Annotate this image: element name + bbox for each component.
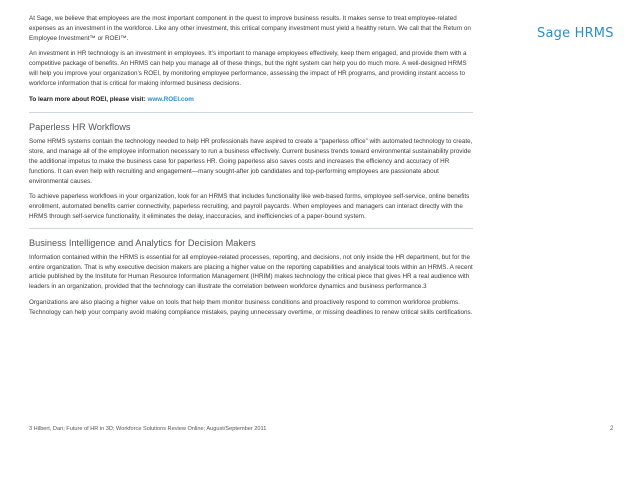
section-heading-business-intelligence: Business Intelligence and Analytics for Decision Makers <box>29 237 256 248</box>
intro-paragraph-1: At Sage, we believe that employees are the most important component in the quest to improve business results. It makes sense to treat employee-related expenses as an investment in the workforce. Like any other investment, this critical company investment must yield a healthy return. We call that the Return on Employee Investment™ or ROEI™. <box>29 15 471 42</box>
learn-more-line <box>29 95 473 105</box>
page-number: 2 <box>610 426 614 432</box>
brand-logo: Sage HRMS <box>537 26 614 41</box>
section-divider <box>29 228 473 229</box>
main-content <box>29 14 473 324</box>
roei-link[interactable]: www.ROEI.com <box>147 95 194 103</box>
paperless-paragraph-2: To achieve paperless workflows in your organization, look for an HRMS that includes functionality like web-based forms, employee self-service, online benefits enrollment, automated benefits carrier connectivity, paperless recruiting, and payroll paycards. When employees and managers can interact directly with the HRMS through self-service functionality, it eliminates the delay, inaccuracies, and inefficiencies of a paper-bound system. <box>29 193 470 220</box>
paperless-paragraph-1: Some HRMS systems contain the technology needed to help HR professionals have aspired to create a “paperless office” with automated technology to create, store, and manage all of the employee information necessary to run a business effectively. Current business trends toward environmental sustainability provide the additional impetus to make the business case for paperless HR. Going paperless also saves costs and increases the efficiency and accuracy of HR functions. It can even help with recruiting and engagement—many sought-after job candidates and top-performing employees are passionate about environmental causes. <box>29 138 473 185</box>
learn-more-text: To learn more about ROEI, please visit: <box>29 95 148 103</box>
section-heading-paperless: Paperless HR Workflows <box>29 122 131 133</box>
bi-paragraph-1: Information contained within the HRMS is essential for all employee-related processes, reporting, and decisions, not only inside the HR department, but for the entire organization. That is why executive decision makers are placing a higher value on the reporting capabilities and analytical tools within an HRMS. A recent article published by the Institute for Human Resource Information Management (IHRIM) makes technology the critical piece that gives HR a real audience with leaders in an organization, provided that the technology can illustrate the correlation between workforce dynamics and business performance.3 <box>29 253 473 291</box>
section-divider <box>29 112 473 113</box>
footnote: 3 Hilbert, Dan; Future of HR in 3D; Workforce Solutions Review Online; August/September 2011 <box>29 426 267 432</box>
bi-paragraph-2: Organizations are also placing a higher value on tools that help them monitor business conditions and proactively respond to common workforce problems. Technology can help your company avoid making compliance mistakes, paying unnecessary overtime, or missing deadlines to renew critical skills certifications. <box>29 298 473 316</box>
intro-paragraph-2: An investment in HR technology is an investment in employees. It’s important to manage employees effectively, keep them engaged, and provide them with a competitive package of benefits. An HRMS can help you manage all of these things, but the right system can help you do much more. A well-designed HRMS will help you improve your organization’s ROEI, by monitoring employee performance, assessing the impact of HR programs, and providing instant access to workforce information that is critical for making informed business decisions. <box>29 50 467 87</box>
